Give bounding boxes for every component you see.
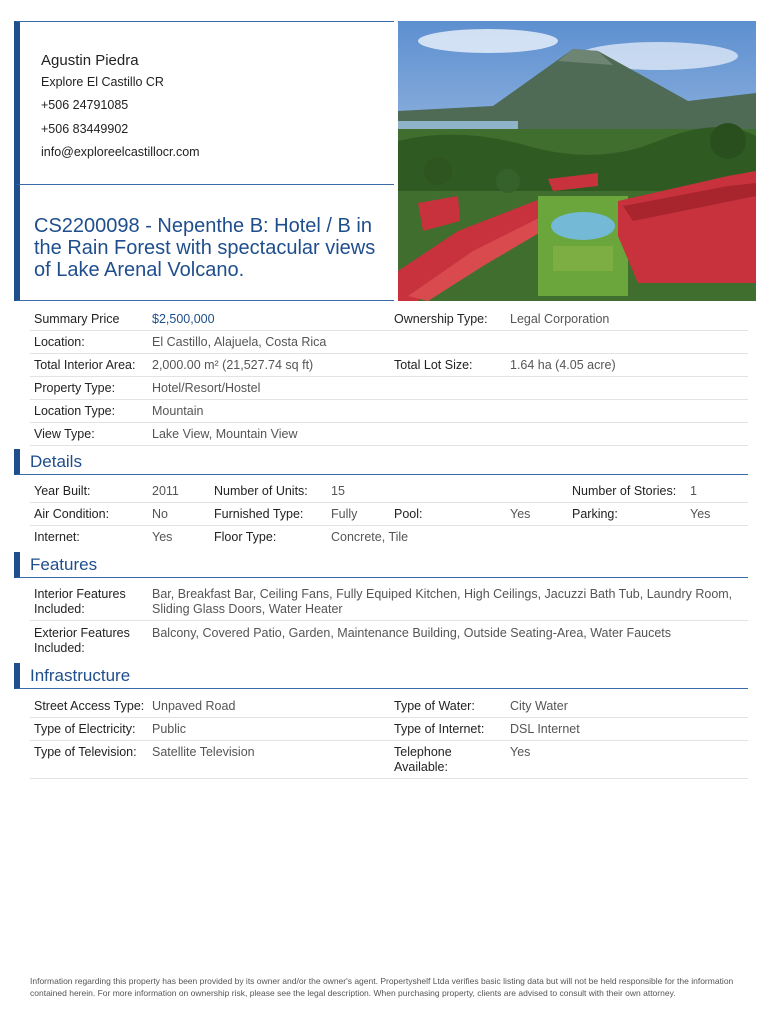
listing-title: CS2200098 - Nepenthe B: Hotel / B in the Rain Forest with spectacular views of Lake Arenal Volcano.: [34, 215, 376, 281]
year-built-value: 2011: [152, 484, 179, 498]
infra-row-3: [30, 740, 748, 779]
details-heading: Details: [30, 452, 82, 471]
infra-row-2: [30, 717, 748, 741]
floor-type-value: Concrete, Tile: [331, 530, 409, 544]
price-value: $2,500,000: [152, 312, 215, 326]
stories-value: 1: [690, 484, 697, 498]
property-type-label: Property Type:: [34, 381, 116, 395]
internet-type-value: DSL Internet: [510, 722, 580, 736]
electricity-value: Public: [152, 722, 187, 736]
agent-company: Explore El Castillo CR: [41, 75, 164, 89]
agent-name: Agustin Piedra: [41, 52, 139, 69]
property-type-value: Hotel/Resort/Hostel: [152, 381, 261, 395]
infra-row-1: [30, 694, 748, 718]
stories-label: Number of Stories:: [572, 484, 677, 498]
internet-label: Internet:: [34, 530, 80, 544]
agent-email[interactable]: info@exploreelcastillocr.com: [41, 145, 200, 159]
summary-row-area: [30, 353, 748, 377]
details-row-3: [30, 525, 748, 548]
summary-row-location-type: [30, 399, 748, 423]
agent-phone-2[interactable]: +506 83449902: [41, 122, 129, 136]
legal-disclaimer: Information regarding this property has been provided by its owner and/or the owner's agent. Propertyshelf Ltda verifies basic listing data but will not be held responsible for the information contained herein. For more information on ownership risk, please see the legal description. When purchasing property, clients are advised to consult with their own attorney.: [30, 976, 734, 998]
location-label: Location:: [34, 335, 85, 349]
air-condition-value: No: [152, 507, 168, 521]
location-type-value: Mountain: [152, 404, 204, 418]
units-label: Number of Units:: [214, 484, 308, 498]
year-built-label: Year Built:: [34, 484, 91, 498]
summary-row-location: [30, 330, 748, 354]
pool-label: Pool:: [394, 507, 423, 521]
agent-contact-card: [14, 21, 394, 185]
features-row-exterior: [30, 621, 748, 659]
exterior-features-label: Exterior Features Included:: [34, 626, 130, 655]
features-row-interior: [30, 582, 748, 621]
agent-phone-1[interactable]: +506 24791085: [41, 98, 129, 112]
details-row-1: [30, 479, 748, 503]
price-label: Summary Price: [34, 312, 120, 326]
telephone-value: Yes: [510, 745, 531, 759]
location-type-label: Location Type:: [34, 404, 116, 418]
details-heading-bar: [14, 449, 748, 475]
parking-label: Parking:: [572, 507, 618, 521]
television-label: Type of Television:: [34, 745, 137, 759]
lot-size-value: 1.64 ha (4.05 acre): [510, 358, 616, 372]
floor-type-label: Floor Type:: [214, 530, 277, 544]
exterior-features-value: Balcony, Covered Patio, Garden, Maintenance Building, Outside Seating-Area, Water Faucets: [152, 626, 672, 640]
internet-type-label: Type of Internet:: [394, 722, 485, 736]
street-access-value: Unpaved Road: [152, 699, 236, 713]
parking-value: Yes: [690, 507, 711, 521]
water-type-value: City Water: [510, 699, 568, 713]
furnished-label: Furnished Type:: [214, 507, 304, 521]
pool-value: Yes: [510, 507, 531, 521]
view-type-label: View Type:: [34, 427, 95, 441]
infrastructure-heading: Infrastructure: [30, 666, 131, 685]
electricity-label: Type of Electricity:: [34, 722, 136, 736]
water-type-label: Type of Water:: [394, 699, 475, 713]
internet-value: Yes: [152, 530, 173, 544]
interior-area-label: Total Interior Area:: [34, 358, 136, 372]
listing-title-box: [14, 185, 394, 301]
summary-row-property-type: [30, 376, 748, 400]
view-type-value: Lake View, Mountain View: [152, 427, 298, 441]
street-access-label: Street Access Type:: [34, 699, 145, 713]
ownership-value: Legal Corporation: [510, 312, 610, 326]
telephone-label: Telephone Available:: [394, 745, 452, 774]
air-condition-label: Air Condition:: [34, 507, 110, 521]
infrastructure-heading-bar: [14, 663, 748, 689]
units-value: 15: [331, 484, 345, 498]
lot-size-label: Total Lot Size:: [394, 358, 473, 372]
features-heading-bar: [14, 552, 748, 578]
property-photo: [398, 21, 756, 301]
interior-area-value: 2,000.00 m² (21,527.74 sq ft): [152, 358, 314, 372]
interior-features-value: Bar, Breakfast Bar, Ceiling Fans, Fully Equiped Kitchen, High Ceilings, Jacuzzi Bath Tub, Laundry Room, Sliding Glass Doors, Water Heater: [152, 587, 733, 616]
ownership-label: Ownership Type:: [394, 312, 488, 326]
location-value: El Castillo, Alajuela, Costa Rica: [152, 335, 327, 349]
interior-features-label: Interior Features Included:: [34, 587, 126, 616]
details-row-2: [30, 502, 748, 526]
features-heading: Features: [30, 555, 98, 574]
summary-row-view-type: [30, 422, 748, 446]
television-value: Satellite Television: [152, 745, 255, 759]
summary-row-price: [30, 307, 748, 331]
furnished-value: Fully: [331, 507, 358, 521]
